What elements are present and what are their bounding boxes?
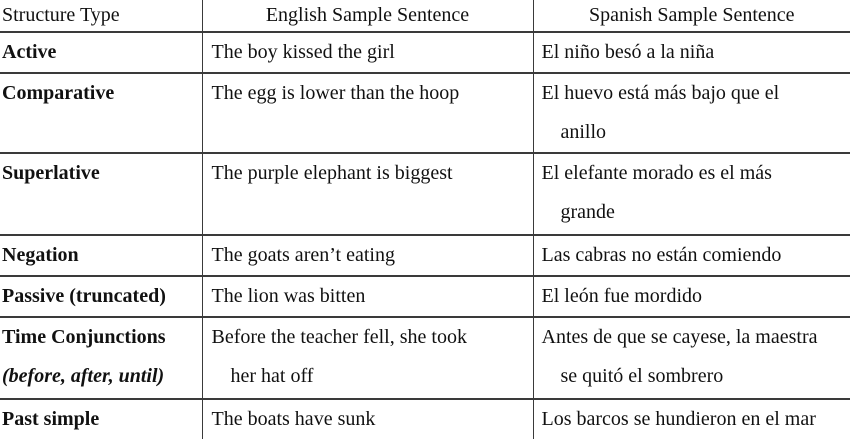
structure-cell xyxy=(0,399,202,439)
table-row xyxy=(0,399,850,439)
cell-line: her hat off xyxy=(231,357,533,396)
table-row xyxy=(0,32,850,73)
cell-line: The lion was bitten xyxy=(212,277,533,316)
cell-line: El niño besó a la niña xyxy=(542,33,850,72)
cell-line: grande xyxy=(561,193,850,232)
cell-line: El elefante morado es el más xyxy=(542,154,850,193)
spanish-cell xyxy=(533,73,850,153)
cell-line: Before the teacher fell, she took xyxy=(212,318,533,357)
english-cell xyxy=(202,235,533,276)
table-row xyxy=(0,235,850,276)
cell-line: Las cabras no están comiendo xyxy=(542,236,850,275)
cell-line: Active xyxy=(2,33,202,72)
cell-line: Superlative xyxy=(2,154,202,193)
cell-line: Negation xyxy=(2,236,202,275)
cell-line: Los barcos se hundieron en el mar xyxy=(542,400,850,439)
structure-cell xyxy=(0,32,202,73)
cell-line: anillo xyxy=(561,113,850,152)
english-cell xyxy=(202,32,533,73)
cell-line: The goats aren’t eating xyxy=(212,236,533,275)
cell-line: Antes de que se cayese, la maestra xyxy=(542,318,850,357)
header-row xyxy=(0,0,850,32)
table-row xyxy=(0,276,850,317)
cell-line: The boats have sunk xyxy=(212,400,533,439)
spanish-cell xyxy=(533,235,850,276)
structure-cell xyxy=(0,235,202,276)
cell-line: (before, after, until) xyxy=(2,357,202,396)
cell-line: El león fue mordido xyxy=(542,277,850,316)
english-cell xyxy=(202,276,533,317)
structure-cell xyxy=(0,276,202,317)
spanish-cell xyxy=(533,276,850,317)
cell-line: Comparative xyxy=(2,74,202,113)
spanish-cell xyxy=(533,32,850,73)
cell-line: The boy kissed the girl xyxy=(212,33,533,72)
table-row xyxy=(0,153,850,235)
cell-line: El huevo está más bajo que el xyxy=(542,74,850,113)
cell-line: Past simple xyxy=(2,400,202,439)
cell-line: se quitó el sombrero xyxy=(561,357,850,396)
spanish-cell xyxy=(533,153,850,235)
cell-line: The purple elephant is biggest xyxy=(212,154,533,193)
table-row xyxy=(0,73,850,153)
spanish-cell xyxy=(533,317,850,399)
cell-line: The egg is lower than the hoop xyxy=(212,74,533,113)
table-row xyxy=(0,317,850,399)
table-body xyxy=(0,32,850,439)
column-header-english-sample-sentence: English Sample Sentence xyxy=(202,0,533,32)
cell-line: Time Conjunctions xyxy=(2,318,202,357)
english-cell xyxy=(202,317,533,399)
structure-cell xyxy=(0,73,202,153)
spanish-cell xyxy=(533,399,850,439)
english-cell xyxy=(202,399,533,439)
structure-cell xyxy=(0,153,202,235)
english-cell xyxy=(202,153,533,235)
structure-cell xyxy=(0,317,202,399)
cell-line: Passive (truncated) xyxy=(2,277,202,316)
column-header-structure-type: Structure Type xyxy=(0,0,202,32)
english-cell xyxy=(202,73,533,153)
column-header-spanish-sample-sentence: Spanish Sample Sentence xyxy=(533,0,850,32)
